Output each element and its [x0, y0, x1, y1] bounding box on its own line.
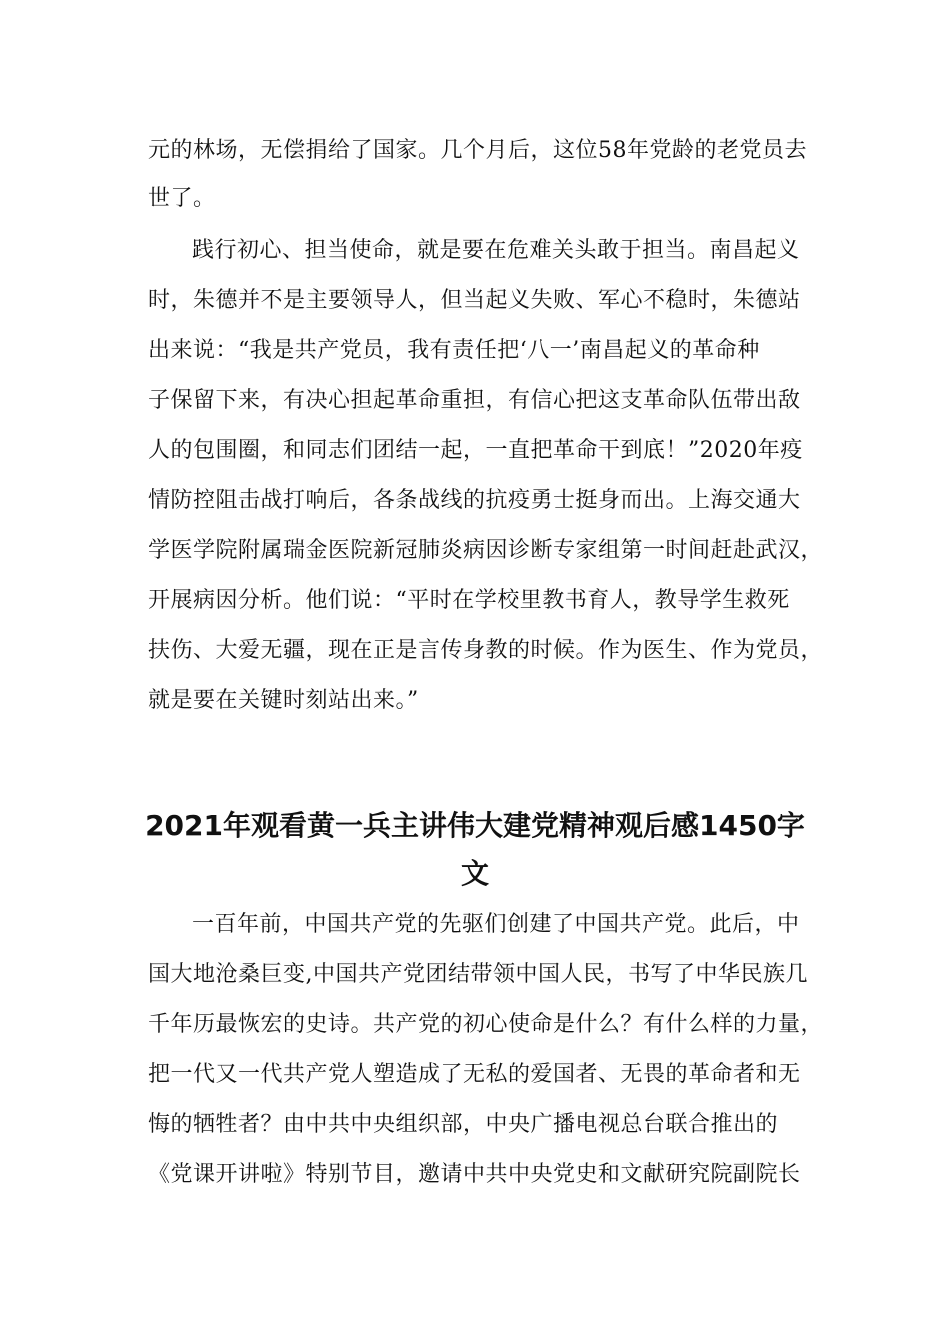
paragraph-line: 世了。: [148, 186, 216, 211]
paragraph-line: 时，朱德并不是主要领导人，但当起义失败、军心不稳时，朱德站: [148, 288, 801, 313]
paragraph-line: 悔的牺牲者？由中共中央组织部，中央广播电视总台联合推出的: [148, 1112, 779, 1137]
paragraph-line: 一百年前，中国共产党的先驱们创建了中国共产党。此后，中: [192, 912, 800, 937]
paragraph-line: 出来说：“我是共产党员，我有责任把‘八一’南昌起义的革命种: [148, 338, 760, 363]
paragraph-line: 扶伤、大爱无疆，现在正是言传身教的时候。作为医生、作为党员，: [148, 638, 824, 663]
article-title-continued: 文: [460, 857, 489, 890]
paragraph-line: 开展病因分析。他们说：“平时在学校里教书育人，教导学生救死: [148, 588, 790, 613]
paragraph-line: 情防控阻击战打响后，各条战线的抗疫勇士挺身而出。上海交通大: [148, 488, 801, 513]
paragraph-line: 学医学院附属瑞金医院新冠肺炎病因诊断专家组第一时间赶赴武汉，: [148, 538, 824, 563]
paragraph-line: 子保留下来，有决心担起革命重担，有信心把这支革命队伍带出敌: [148, 388, 801, 413]
article-title: 2021年观看黄一兵主讲伟大建党精神观后感1450字: [145, 809, 805, 842]
paragraph-line: 把一代又一代共产党人塑造成了无私的爱国者、无畏的革命者和无: [148, 1062, 801, 1087]
paragraph-line: 践行初心、担当使命，就是要在危难关头敢于担当。南昌起义: [192, 238, 800, 263]
paragraph-line: 国大地沧桑巨变,中国共产党团结带领中国人民，书写了中华民族几: [148, 962, 808, 987]
paragraph-line: 《党课开讲啦》特别节目，邀请中共中央党史和文献研究院副院长: [148, 1162, 801, 1187]
paragraph-line: 千年历最恢宏的史诗。共产党的初心使命是什么？有什么样的力量，: [148, 1012, 824, 1037]
paragraph-line: 就是要在关键时刻站出来。”: [148, 688, 419, 713]
paragraph-line: 元的林场，无偿捐给了国家。几个月后，这位58年党龄的老党员去: [148, 138, 807, 163]
paragraph-line: 人的包围圈，和同志们团结一起，一直把革命干到底！”2020年疫: [148, 438, 803, 463]
